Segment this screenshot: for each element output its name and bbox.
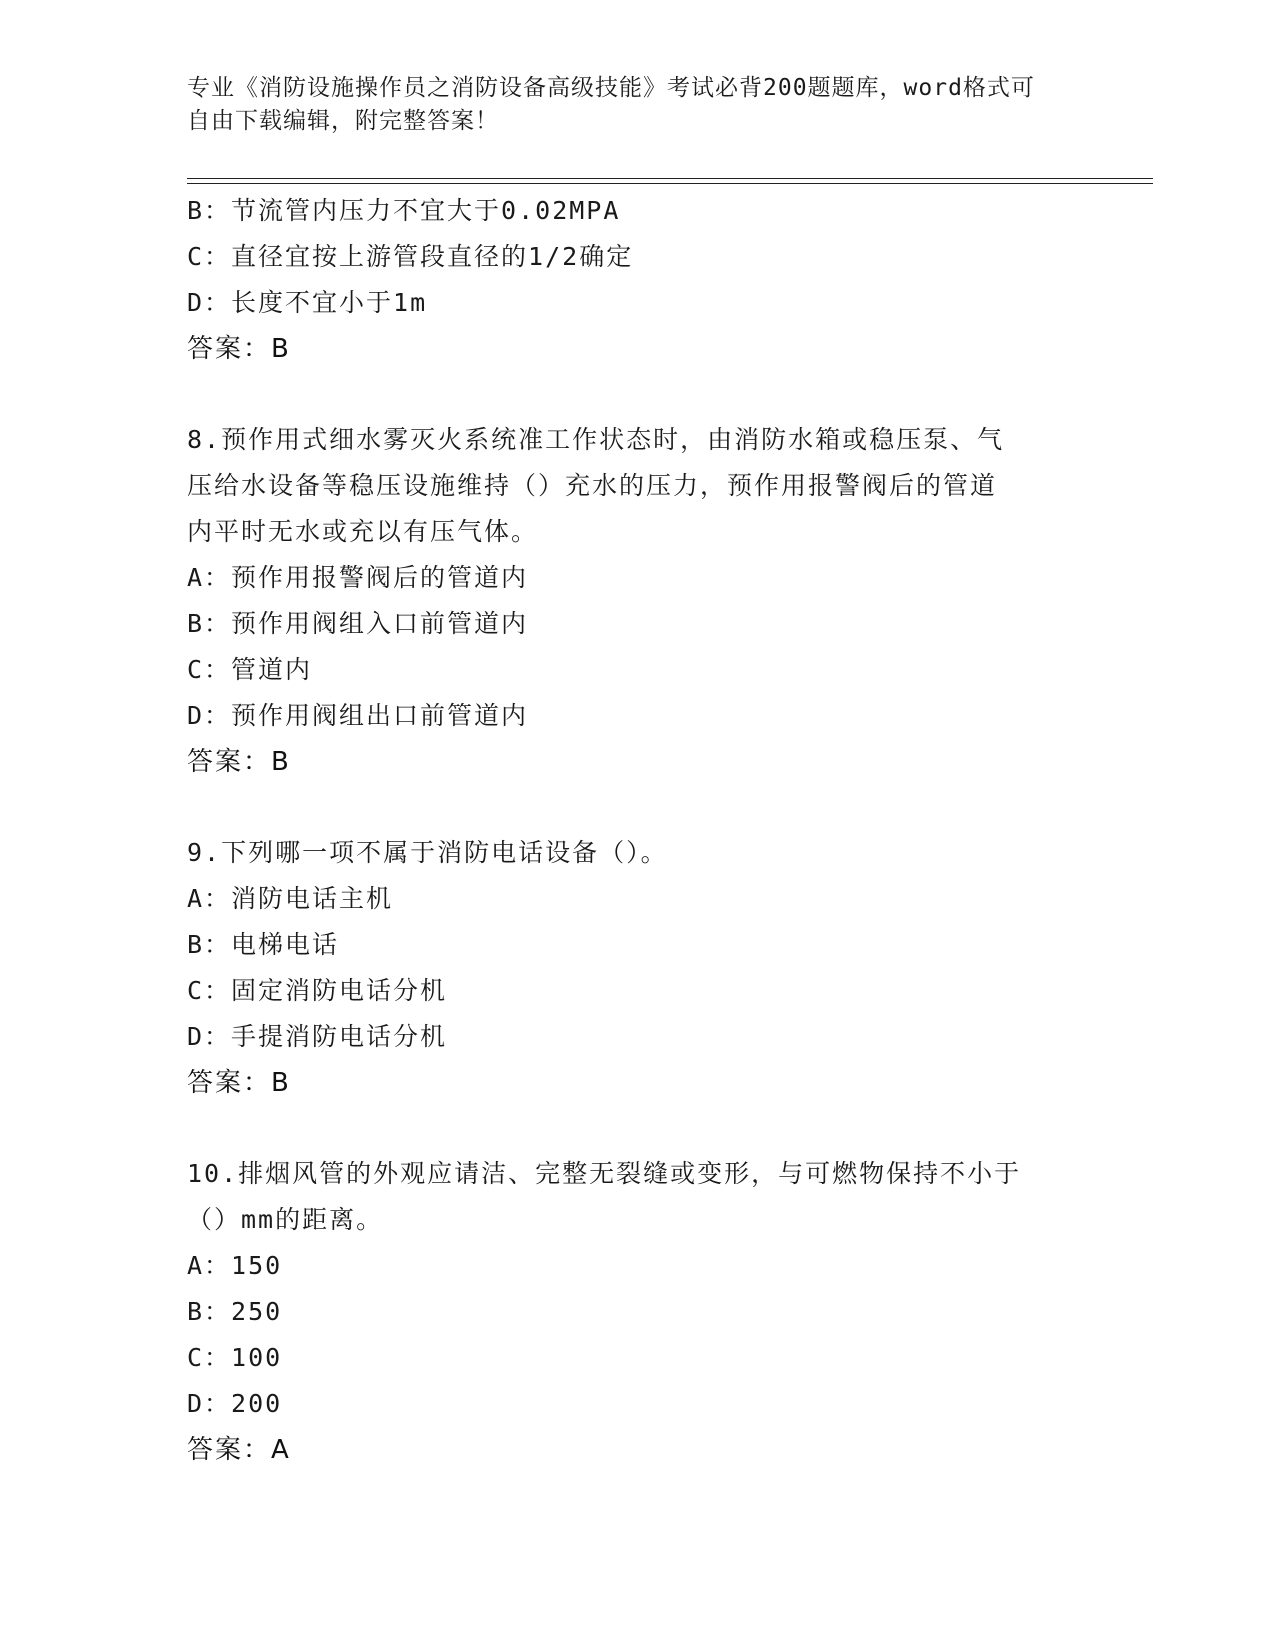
header-divider-top — [187, 178, 1153, 179]
answer-line: 答案：B — [187, 747, 291, 777]
question-list — [187, 188, 1087, 1473]
answer-line: 答案：A — [187, 1435, 291, 1465]
question-text-line: 9.下列哪一项不属于消防电话设备（）。 — [187, 838, 668, 867]
option-b: B：预作用阀组入口前管道内 — [187, 609, 529, 638]
option-c: C：管道内 — [187, 655, 313, 684]
question-text-line: （）mm的距离。 — [187, 1205, 384, 1234]
answer-line: 答案：B — [187, 1068, 291, 1098]
question-text-line: 压给水设备等稳压设施维持（）充水的压力，预作用报警阀后的管道 — [187, 471, 998, 500]
option-d: D：长度不宜小于1m — [187, 288, 428, 317]
question-block-7 — [187, 188, 1087, 372]
question-block-9 — [187, 830, 1087, 1106]
spacer — [187, 1106, 1087, 1151]
option-d: D：手提消防电话分机 — [187, 1022, 448, 1051]
option-c: C：固定消防电话分机 — [187, 976, 448, 1005]
option-c: C：直径宜按上游管段直径的1/2确定 — [187, 242, 634, 271]
answer-line: 答案：B — [187, 334, 291, 364]
option-a: A：150 — [187, 1251, 283, 1280]
header-line-1: 专业《消防设施操作员之消防设备高级技能》考试必背200题题库，word格式可 — [187, 75, 1035, 101]
option-b: B：电梯电话 — [187, 930, 340, 959]
option-d: D：预作用阀组出口前管道内 — [187, 701, 529, 730]
option-d: D：200 — [187, 1389, 283, 1418]
question-text-line: 8.预作用式细水雾灭火系统准工作状态时，由消防水箱或稳压泵、气 — [187, 425, 1005, 454]
option-b: B：节流管内压力不宜大于0.02MPA — [187, 196, 621, 225]
spacer — [187, 785, 1087, 830]
header-line-2: 自由下载编辑，附完整答案！ — [187, 108, 499, 134]
question-block-8 — [187, 417, 1087, 785]
option-c: C：100 — [187, 1343, 283, 1372]
question-block-10 — [187, 1151, 1087, 1473]
option-b: B：250 — [187, 1297, 283, 1326]
question-text-line: 10.排烟风管的外观应请洁、完整无裂缝或变形，与可燃物保持不小于 — [187, 1159, 1022, 1188]
header-divider-bottom — [187, 183, 1153, 184]
spacer — [187, 372, 1087, 417]
option-a: A：消防电话主机 — [187, 884, 394, 913]
option-a: A：预作用报警阀后的管道内 — [187, 563, 529, 592]
question-text-line: 内平时无水或充以有压气体。 — [187, 517, 539, 546]
document-header — [187, 72, 1087, 138]
